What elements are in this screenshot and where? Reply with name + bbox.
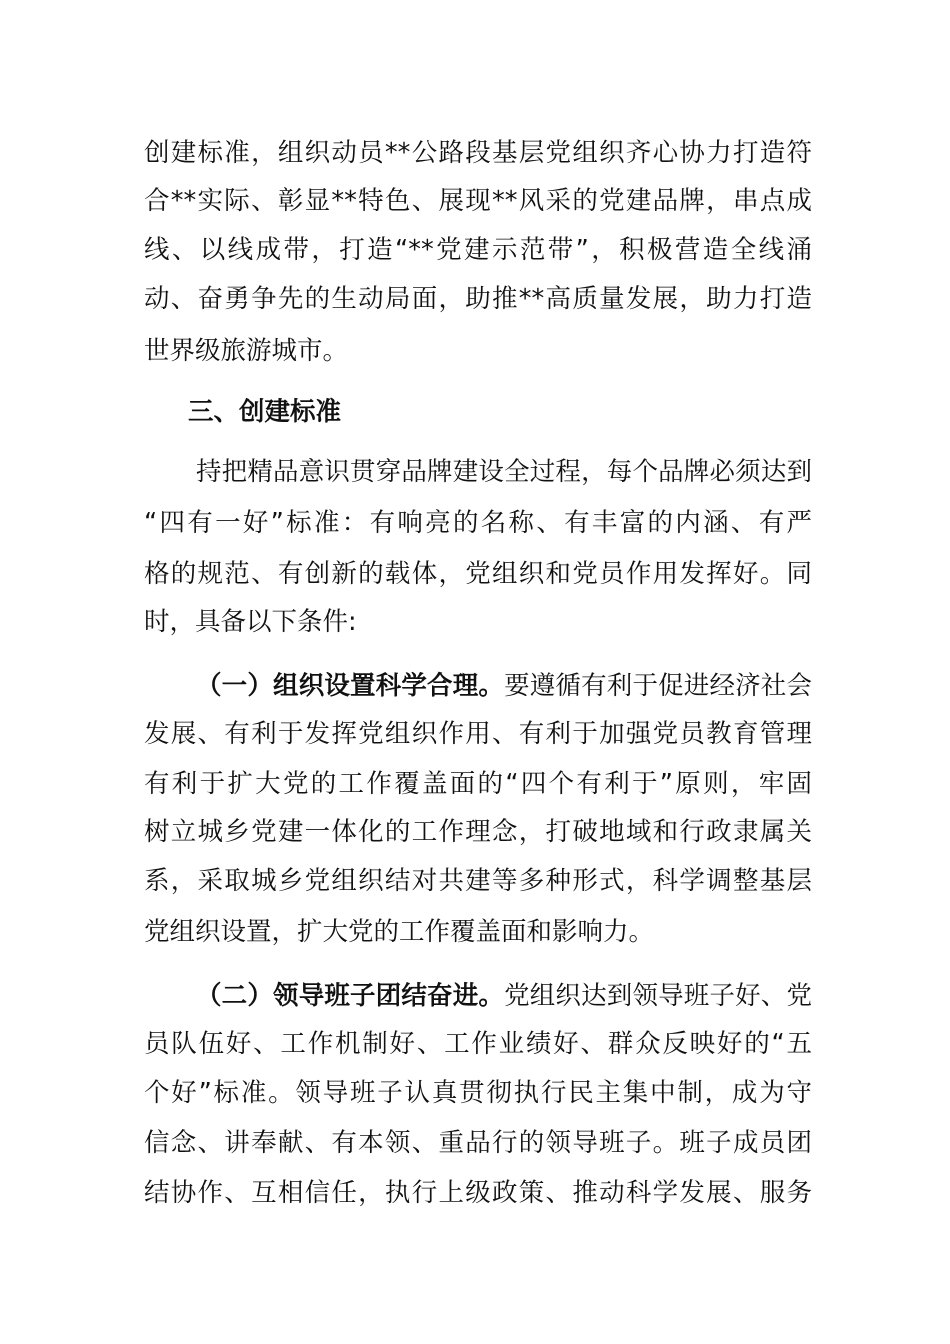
paragraph-1-line-4: 动、奋勇争先的生动局面，助推**高质量发展，助力打造 bbox=[144, 284, 812, 314]
paragraph-3-line-2: 发展、有利于发挥党组织作用、有利于加强党员教育管理 bbox=[144, 719, 812, 749]
paragraph-1-line-3: 线、以线成带，打造“**党建示范带”，积极营造全线涌 bbox=[144, 235, 812, 265]
paragraph-3-line-6: 党组织设置，扩大党的工作覆盖面和影响力。 bbox=[144, 917, 655, 947]
paragraph-2-line-1: 持把精品意识贯穿品牌建设全过程，每个品牌必须达到 bbox=[196, 457, 812, 487]
paragraph-3-line-4: 树立城乡党建一体化的工作理念，打破地域和行政隶属关 bbox=[144, 817, 812, 847]
paragraph-1-line-2: 合**实际、彰显**特色、展现**风采的党建品牌，串点成 bbox=[144, 186, 812, 216]
paragraph-3-first-line-rest: 要遵循有利于促进经济社会 bbox=[504, 671, 812, 701]
paragraph-4-line-5: 结协作、互相信任，执行上级政策、推动科学发展、服务 bbox=[144, 1178, 812, 1208]
paragraph-2-line-2: “四有一好”标准：有响亮的名称、有丰富的内涵、有严 bbox=[144, 508, 812, 538]
paragraph-1-line-5: 世界级旅游城市。 bbox=[144, 336, 349, 366]
paragraph-1-line-1: 创建标准，组织动员**公路段基层党组织齐心协力打造符 bbox=[144, 138, 812, 168]
paragraph-4-first-line-rest: 党组织达到领导班子好、党 bbox=[504, 981, 812, 1011]
paragraph-4-line-4: 信念、讲奉献、有本领、重品行的领导班子。班子成员团 bbox=[144, 1128, 812, 1158]
paragraph-3-line-5: 系，采取城乡党组织结对共建等多种形式，科学调整基层 bbox=[144, 866, 812, 896]
paragraph-2-line-3: 格的规范、有创新的载体，党组织和党员作用发挥好。同 bbox=[144, 559, 812, 589]
paragraph-3-lead: （一）组织设置科学合理。 bbox=[196, 671, 505, 701]
paragraph-2-line-4: 时，具备以下条件: bbox=[144, 607, 357, 637]
paragraph-4-line-1 bbox=[196, 976, 812, 1016]
section-heading: 三、创建标准 bbox=[188, 397, 342, 427]
paragraph-3-line-3: 有利于扩大党的工作覆盖面的“四个有利于”原则，牢固 bbox=[144, 769, 812, 799]
paragraph-4-line-2: 员队伍好、工作机制好、工作业绩好、群众反映好的“五 bbox=[144, 1029, 812, 1059]
paragraph-4-line-3: 个好”标准。领导班子认真贯彻执行民主集中制，成为守 bbox=[144, 1078, 812, 1108]
paragraph-3-line-1 bbox=[196, 666, 812, 706]
paragraph-4-lead: （二）领导班子团结奋进。 bbox=[196, 981, 505, 1011]
